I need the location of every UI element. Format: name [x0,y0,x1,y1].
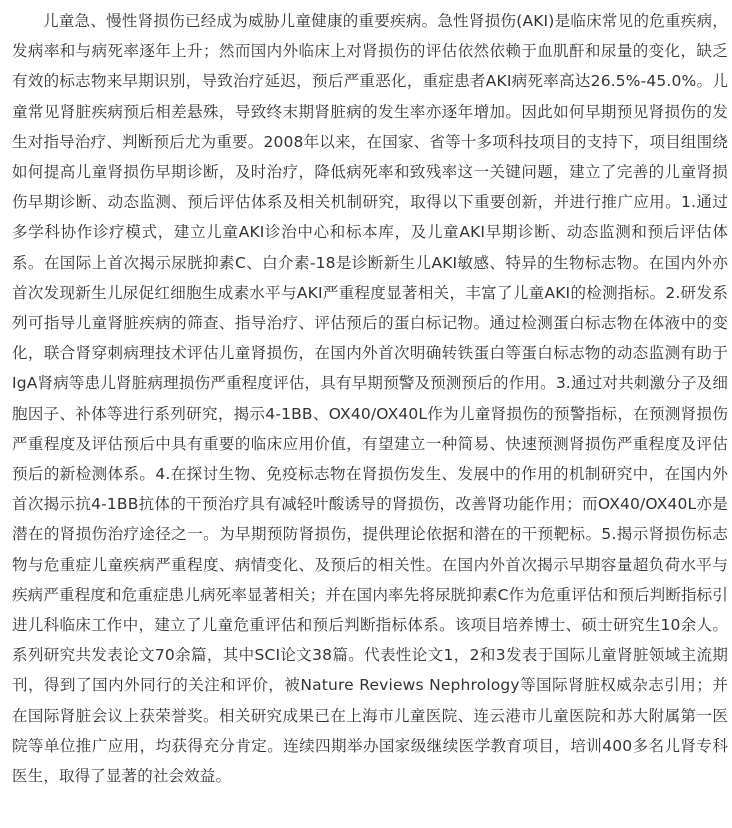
article-paragraph: 儿童急、慢性肾损伤已经成为威胁儿童健康的重要疾病。急性肾损伤(AKI)是临床常见的危重疾病，发病率和与病死率逐年上升；然而国内外临床上对肾损伤的评估依然依赖于血肌酐和尿量的变化，缺乏有效的标志物来早期识别，导致治疗延迟，预后严重恶化，重症患者AKI病死率高达26.5%-45.0%。儿童常见肾脏疾病预后相差悬殊，导致终末期肾脏病的发生率亦逐年增加。因此如何早期预见肾损伤的发生对指导治疗、判断预后尤为重要。2008年以来，在国家、省等十多项科技项目的支持下，项目组围绕如何提高儿童肾损伤早期诊断，及时治疗，降低病死率和致残率这一关键问题，建立了完善的儿童肾损伤早期诊断、动态监测、预后评估体系及相关机制研究，取得以下重要创新，并进行推广应用。1.通过多学科协作诊疗模式，建立儿童AKI诊治中心和标本库，及儿童AKI早期诊断、动态监测和预后评估体系。在国际上首次揭示尿胱抑素C、白介素-18是诊断新生儿AKI敏感、特异的生物标志物。在国内外亦首次发现新生儿尿促红细胞生成素水平与AKI严重程度显著相关，丰富了儿童AKI的检测指标。2.研发系列可指导儿童肾脏疾病的筛查、指导治疗、评估预后的蛋白标记物。通过检测蛋白标志物在体液中的变化，联合肾穿刺病理技术评估儿童肾损伤，在国内外首次明确转铁蛋白等蛋白标志物的动态监测有助于IgA肾病等患儿肾脏病理损伤严重程度评估，具有早期预警及预测预后的作用。3.通过对共刺激分子及细胞因子、补体等进行系列研究，揭示4-1BB、OX40/OX40L作为儿童肾损伤的预警指标，在预测肾损伤严重程度及评估预后中具有重要的临床应用价值，有望建立一种简易、快速预测肾损伤严重程度及评估预后的新检测体系。4.在探讨生物、免疫标志物在肾损伤发生、发展中的作用的机制研究中，在国内外首次揭示抗4-1BB抗体的干预治疗具有减轻叶酸诱导的肾损伤，改善肾功能作用；而OX40/OX40L亦是潜在的肾损伤治疗途径之一。为早期预防肾损伤，提供理论依据和潜在的干预靶标。5.揭示肾损伤标志物与危重症儿童疾病严重程度、病情变化、及预后的相关性。在国内外首次揭示早期容量超负荷水平与疾病严重程度和危重症患儿病死率显著相关；并在国内率先将尿胱抑素C作为危重评估和预后判断指标引进儿科临床工作中，建立了儿童危重评估和预后判断指标体系。该项目培养博士、硕士研究生10余人。系列研究共发表论文70余篇，其中SCI论文38篇。代表性论文1，2和3发表于国际儿童肾脏领域主流期刊，得到了国内外同行的关注和评价，被Nature Reviews Nephrology等国际肾脏权威杂志引用；并在国际肾脏会议上获荣誉奖。相关研究成果已在上海市儿童医院、连云港市儿童医院和苏大附属第一医院等单位推广应用，均获得充分肯定。连续四期举办国家级继续医学教育项目，培训400多名儿肾专科医生，取得了显著的社会效益。 [12,12,728,786]
